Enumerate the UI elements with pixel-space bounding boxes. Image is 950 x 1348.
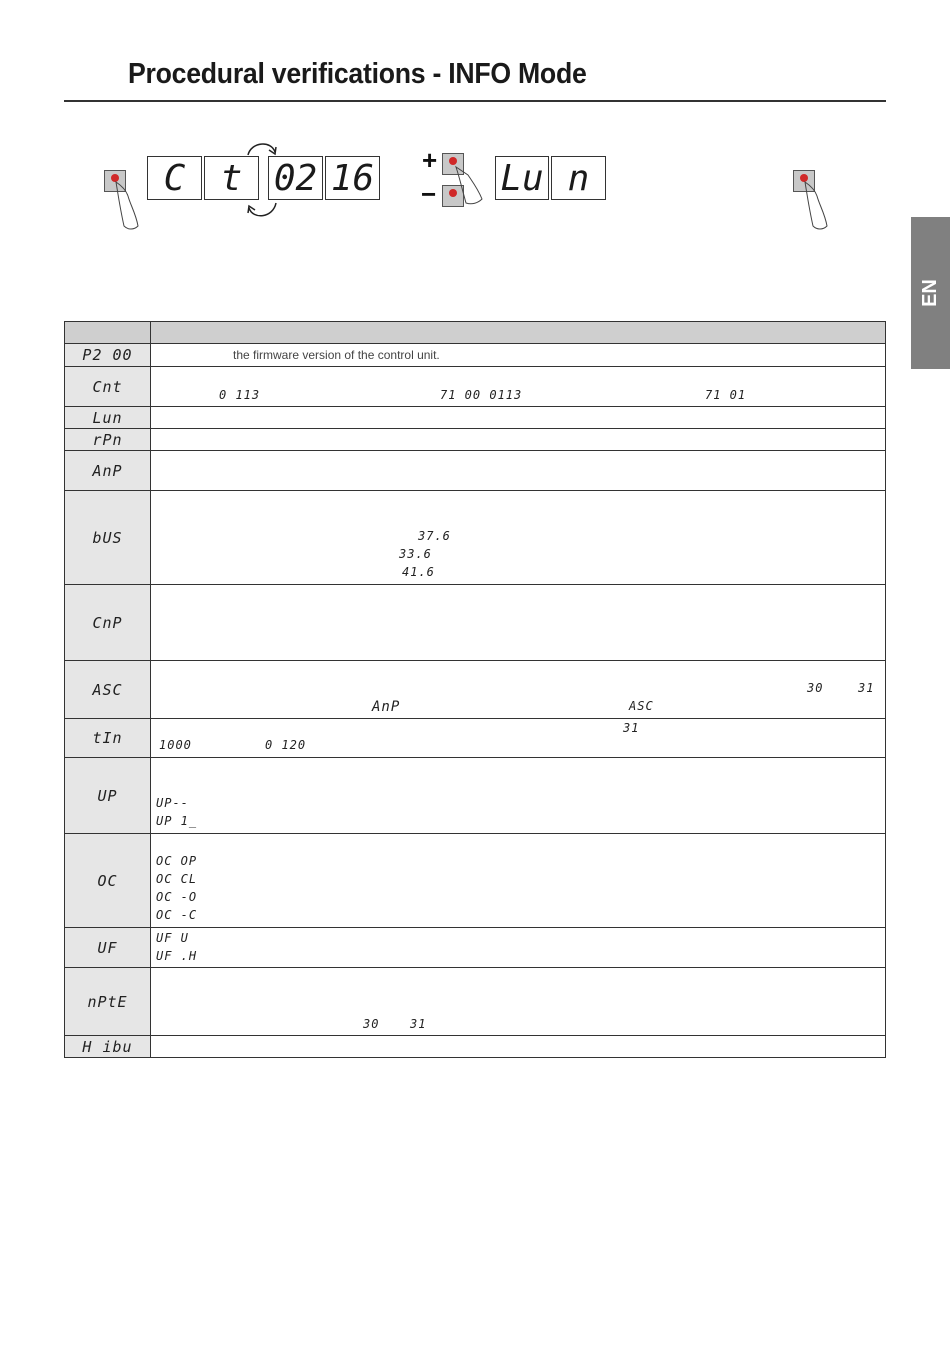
parameter-code: rPn <box>65 429 151 451</box>
parameter-description: 0 113 71 00 0113 71 01 <box>151 367 886 407</box>
display-digit-value-2: 16 <box>325 156 380 200</box>
minus-sign: − <box>421 179 437 209</box>
finger-icon <box>452 165 486 207</box>
info-table <box>64 321 886 1058</box>
title-rule <box>64 100 886 102</box>
parameter-code: Lun <box>65 407 151 429</box>
table-row <box>65 928 886 968</box>
language-tab-label: EN <box>919 279 941 307</box>
parameter-code: tIn <box>65 719 151 758</box>
table-row <box>65 1036 886 1058</box>
table-row <box>65 719 886 758</box>
parameter-code: AnP <box>65 451 151 491</box>
table-row <box>65 429 886 451</box>
table-row <box>65 968 886 1036</box>
cycle-arrow-top-icon <box>245 138 279 158</box>
table-row <box>65 834 886 928</box>
parameter-description <box>151 429 886 451</box>
table-row <box>65 367 886 407</box>
parameter-description <box>151 585 886 661</box>
parameter-code: bUS <box>65 491 151 585</box>
finger-icon <box>801 180 831 232</box>
display-digit-value-1: 02 <box>268 156 323 200</box>
table-row <box>65 491 886 585</box>
parameter-code: P2 00 <box>65 344 151 367</box>
parameter-code: UF <box>65 928 151 968</box>
table-row <box>65 407 886 429</box>
table-row <box>65 344 886 367</box>
parameter-code: Cnt <box>65 367 151 407</box>
parameter-code: UP <box>65 758 151 834</box>
parameter-description: 37.6 33.6 41.6 <box>151 491 886 585</box>
table-header-cell <box>151 322 886 344</box>
parameter-description: UF U UF .H <box>151 928 886 968</box>
parameter-code: H ibu <box>65 1036 151 1058</box>
display-digit-cnt-1: C <box>147 156 202 200</box>
parameter-description <box>151 451 886 491</box>
parameter-description: the firmware version of the control unit. <box>151 344 886 367</box>
parameter-code: ASC <box>65 661 151 719</box>
parameter-description <box>151 1036 886 1058</box>
table-row <box>65 585 886 661</box>
table-row <box>65 758 886 834</box>
table-row <box>65 451 886 491</box>
display-digit-lun-1: Lu <box>495 156 549 200</box>
parameter-code: nPtE <box>65 968 151 1036</box>
parameter-code: CnP <box>65 585 151 661</box>
parameter-description: 30 31 <box>151 968 886 1036</box>
parameter-description: 31 1000 0 120 <box>151 719 886 758</box>
parameter-description <box>151 407 886 429</box>
table-row <box>65 661 886 719</box>
display-digit-cnt-2: t <box>204 156 259 200</box>
plus-sign: + <box>422 145 438 175</box>
table-header-row <box>65 322 886 344</box>
cycle-arrow-bottom-icon <box>245 200 279 222</box>
finger-icon <box>112 180 142 232</box>
parameter-description: OC OP OC CL OC -O OC -C <box>151 834 886 928</box>
table-header-cell <box>65 322 151 344</box>
language-tab <box>911 217 950 369</box>
parameter-description: 30 31 AnP ASC <box>151 661 886 719</box>
display-digit-lun-2: n <box>551 156 606 200</box>
parameter-code: OC <box>65 834 151 928</box>
parameter-description: UP-- UP 1_ <box>151 758 886 834</box>
page-title: Procedural verifications - INFO Mode <box>128 58 587 90</box>
